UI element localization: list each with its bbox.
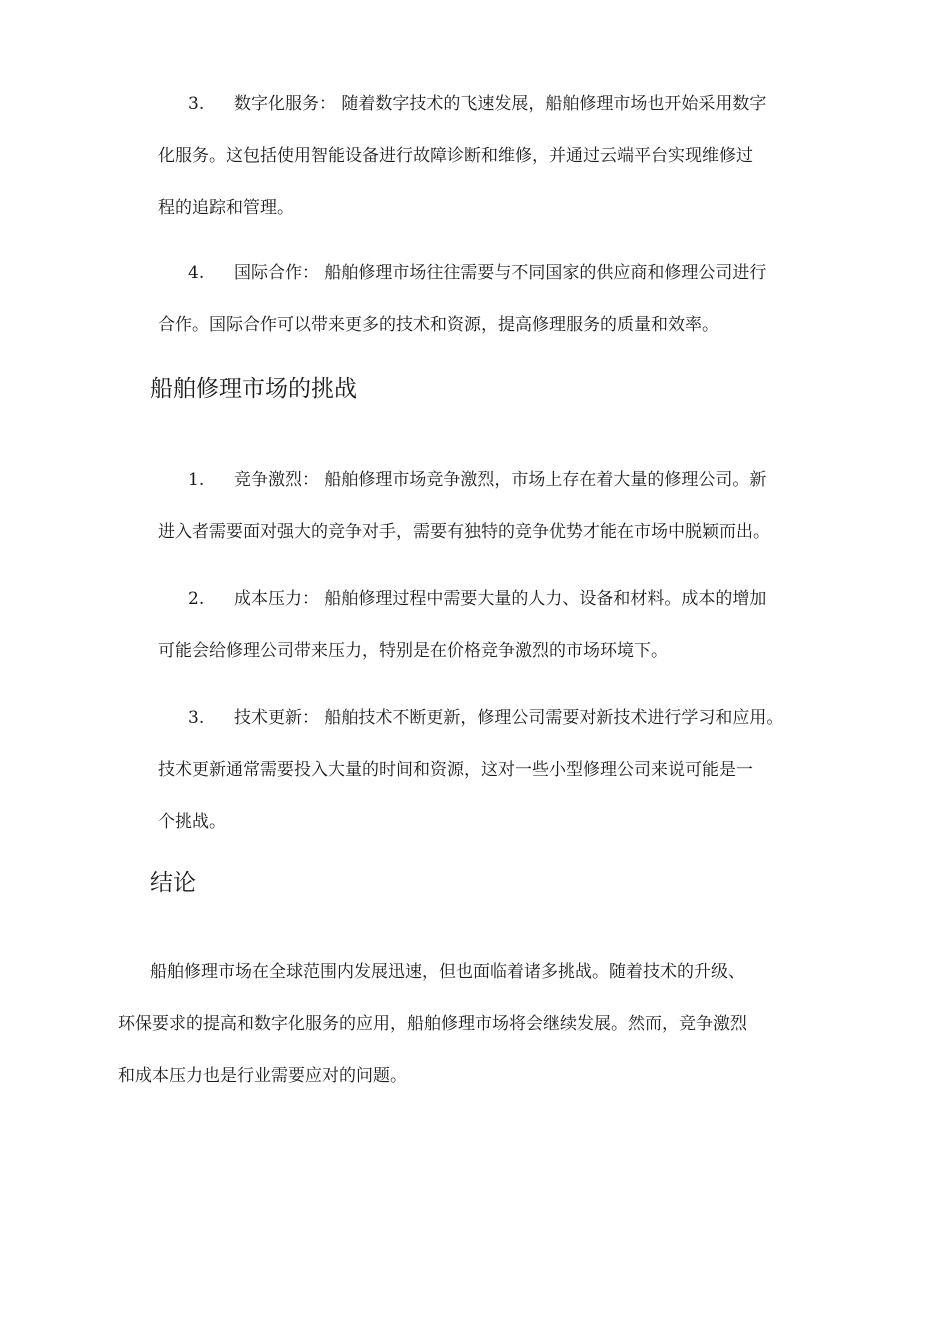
section-heading-conclusion: 结论 [150,870,196,896]
list-item-text-line: 进入者需要面对强大的竞争对手，需要有独特的竞争优势才能在市场中脱颖而出。 [158,522,770,542]
list-item-text-line: 可能会给修理公司带来压力，特别是在价格竞争激烈的市场环境下。 [158,641,668,661]
list-item [158,573,848,677]
list-item-lead-text: 国际合作： 船舶修理市场往往需要与不同国家的供应商和修理公司进行 [234,263,767,283]
list-item-text-line: 化服务。这包括使用智能设备进行故障诊断和维修，并通过云端平台实现维修过 [158,146,753,166]
paragraph-text-line: 环保要求的提高和数字化服务的应用，船舶修理市场将会继续发展。然而，竞争激烈 [118,1014,747,1034]
list-item-text-line: 个挑战。 [158,812,226,832]
list-item-number: 2. [188,589,205,609]
list-item-number: 3. [188,94,205,114]
list-item-text-line: 程的追踪和管理。 [158,198,294,218]
list-item-first-line [188,78,848,130]
list-item [158,454,848,558]
paragraph-text-line: 和成本压力也是行业需要应对的问题。 [118,1066,407,1086]
list-item [158,78,848,234]
list-item-text-line: 技术更新通常需要投入大量的时间和资源，这对一些小型修理公司来说可能是一 [158,760,753,780]
list-item-first-line [188,247,848,299]
list-item-number: 3. [188,708,205,728]
list-item-first-line [188,454,848,506]
list-item-lead-text: 数字化服务： 随着数字技术的飞速发展，船舶修理市场也开始采用数字 [234,94,767,114]
list-item-number: 4. [188,263,205,283]
list-item-text-line: 合作。国际合作可以带来更多的技术和资源，提高修理服务的质量和效率。 [158,315,719,335]
list-item-number: 1. [188,470,205,490]
paragraph-first-line: 船舶修理市场在全球范围内发展迅速，但也面临着诸多挑战。随着技术的升级、 [150,962,745,982]
list-item-first-line [188,692,848,744]
list-item-lead-text: 竞争激烈： 船舶修理市场竞争激烈，市场上存在着大量的修理公司。新 [234,470,767,490]
list-item [158,247,848,351]
section-heading-challenges: 船舶修理市场的挑战 [150,376,357,402]
list-item-lead-text: 成本压力： 船舶修理过程中需要大量的人力、设备和材料。成本的增加 [234,589,767,609]
list-item-lead-text: 技术更新： 船舶技术不断更新，修理公司需要对新技术进行学习和应用。 [234,708,784,728]
conclusion-paragraph [118,946,830,1102]
list-item [158,692,848,848]
list-item-first-line [188,573,848,625]
